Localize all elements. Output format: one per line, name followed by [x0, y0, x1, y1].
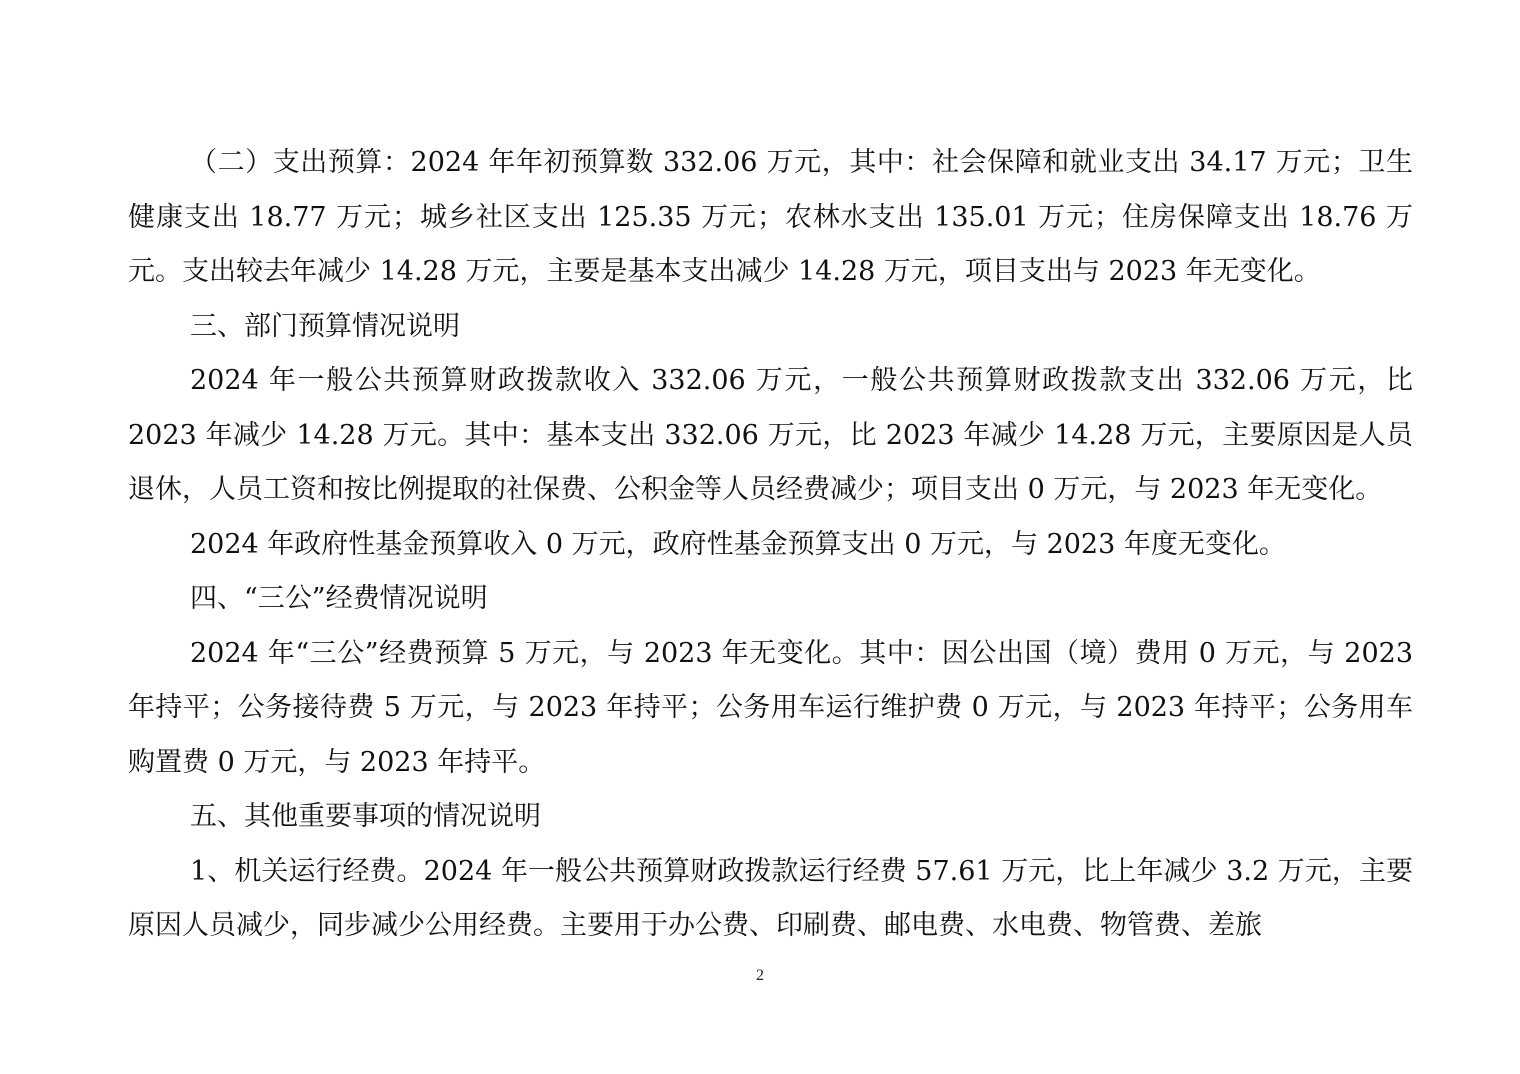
heading-department-budget: 三、部门预算情况说明 — [190, 310, 460, 342]
page-number: 2 — [756, 967, 764, 984]
heading-other-matters: 五、其他重要事项的情况说明 — [190, 801, 541, 832]
paragraph-expenditure-budget: （二）支出预算：2024 年年初预算数 332.06 万元，其中：社会保障和就业支出 34.17 万元；卫生健康支出 18.77 万元；城乡社区支出 125.35 万元；农林水支出 135.01 万元；住房保障支出 18.76 万元。支出较去年减少 14.28 万元，主要是基本支出减少 14.28 万元，项目支出与 2023 年无变化。 — [128, 147, 1413, 287]
paragraph-operating-expenses: 1、机关运行经费。2024 年一般公共预算财政拨款运行经费 57.61 万元，比上年减少 3.2 万元，主要原因人员减少，同步减少公用经费。主要用于办公费、印刷费、邮电费、水电费、物管费、差旅 — [128, 855, 1413, 941]
paragraph-general-public-budget: 2024 年一般公共预算财政拨款收入 332.06 万元，一般公共预算财政拨款支出 332.06 万元，比 2023 年减少 14.28 万元。其中：基本支出 332.06 万元，比 2023 年减少 14.28 万元，主要原因是人员退休，人员工资和按比例提取的社保费、公积金等人员经费减少；项目支出 0 万元，与 2023 年无变化。 — [128, 365, 1413, 505]
paragraph-three-public-expenses: 2024 年“三公”经费预算 5 万元，与 2023 年无变化。其中：因公出国（境）费用 0 万元，与 2023 年持平；公务接待费 5 万元，与 2023 年持平；公务用车运行维护费 0 万元，与 2023 年持平；公务用车购置费 0 万元，与 2023 年持平。 — [128, 637, 1413, 778]
document-body — [128, 136, 1413, 954]
heading-three-public-expenses: 四、“三公”经费情况说明 — [190, 583, 488, 614]
paragraph-government-fund-budget: 2024 年政府性基金预算收入 0 万元，政府性基金预算支出 0 万元，与 2023 年度无变化。 — [190, 528, 1286, 560]
